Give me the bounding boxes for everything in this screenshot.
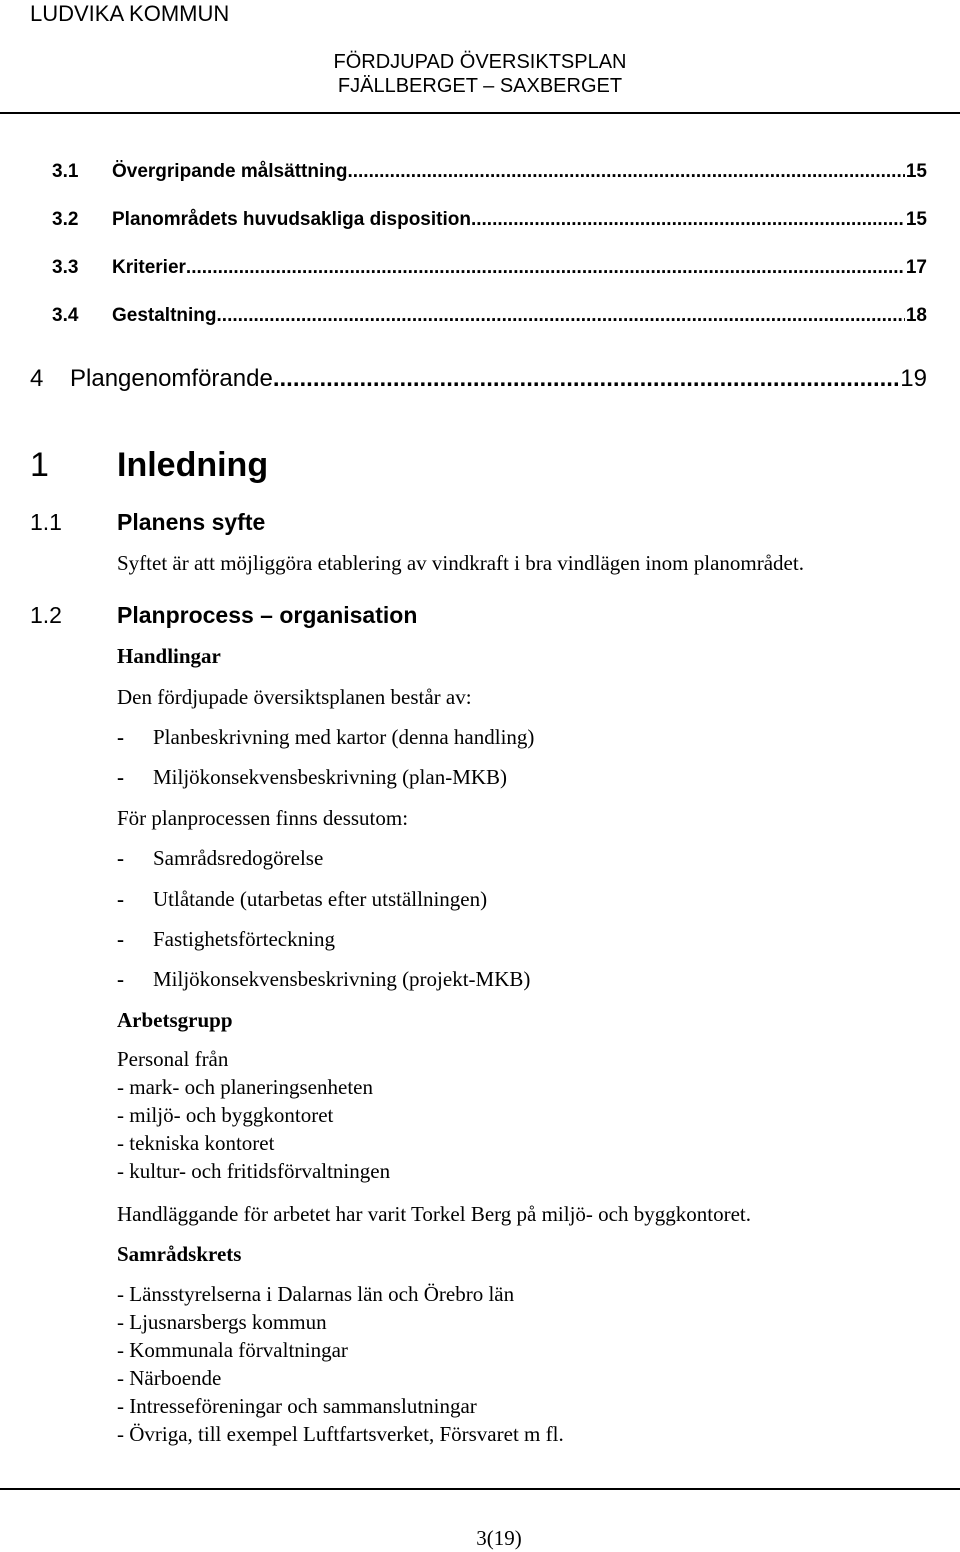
list-item: - Länsstyrelserna i Dalarnas län och Örebro län xyxy=(117,1282,515,1306)
list-item: - mark- och planeringsenheten xyxy=(117,1075,373,1099)
header-divider xyxy=(0,112,960,114)
subsection-heading xyxy=(30,508,265,536)
section-title: Inledning xyxy=(117,446,269,484)
list-item xyxy=(117,845,323,871)
organization-name: LUDVIKA KOMMUN xyxy=(30,1,230,26)
bullet-dash: - xyxy=(117,765,124,789)
toc-entry[interactable] xyxy=(52,304,927,328)
toc-entry-page: 15 xyxy=(905,209,927,230)
list-item-text: Fastighetsförteckning xyxy=(153,927,335,951)
list-item: - Övriga, till exempel Luftfartsverket, Försvaret m fl. xyxy=(117,1422,564,1446)
plan-title: FÖRDJUPAD ÖVERSIKTSPLAN xyxy=(333,51,627,73)
bullet-dash: - xyxy=(117,846,124,870)
handlingar-heading: Handlingar xyxy=(117,644,221,668)
toc-entry-page: 19 xyxy=(900,365,927,392)
subsection-title: Planens syfte xyxy=(117,509,266,535)
plan-subtitle: FJÄLLBERGET – SAXBERGET xyxy=(337,75,623,97)
list-item: - Kommunala förvaltningar xyxy=(117,1338,348,1362)
list-item: - Närboende xyxy=(117,1366,222,1390)
purpose-text: Syftet är att möjliggöra etablering av vindkraft i bra vindlägen inom planområdet. xyxy=(117,551,804,575)
toc-leader-dots xyxy=(471,208,905,232)
handlaggare-text: Handläggande för arbetet har varit Torkel Berg på miljö- och byggkontoret. xyxy=(117,1202,751,1226)
bullet-dash: - xyxy=(117,967,124,991)
list-item: - miljö- och byggkontoret xyxy=(117,1103,334,1127)
bullet-dash: - xyxy=(117,887,124,911)
section-heading xyxy=(30,444,268,486)
toc-leader-dots xyxy=(186,256,905,280)
bullet-dash: - xyxy=(117,927,124,951)
list-item xyxy=(117,724,534,750)
samradskrets-heading: Samrådskrets xyxy=(117,1242,242,1266)
subsection-number: 1.1 xyxy=(30,509,62,535)
arbetsgrupp-heading: Arbetsgrupp xyxy=(117,1008,233,1032)
list-item: - Ljusnarsbergs kommun xyxy=(117,1310,327,1334)
toc-entry-title: Plangenomförande xyxy=(70,365,273,392)
toc-entry-number: 3.2 xyxy=(52,209,79,230)
toc-entry-page: 17 xyxy=(905,257,927,278)
toc-entry-title: Övergripande målsättning xyxy=(112,161,348,182)
toc-entry-number: 4 xyxy=(30,365,44,392)
subsection-heading xyxy=(30,601,417,629)
toc-leader-dots xyxy=(217,304,905,328)
list-item: - kultur- och fritidsförvaltningen xyxy=(117,1159,391,1183)
toc-entry[interactable] xyxy=(52,208,927,232)
list-item: - Intresseföreningar och sammanslutningar xyxy=(117,1394,477,1418)
toc-entry[interactable] xyxy=(52,160,927,184)
handlingar-intro: Den fördjupade översiktsplanen består av: xyxy=(117,685,472,709)
bullet-dash: - xyxy=(117,725,124,749)
page-number: 3(19) xyxy=(476,1526,522,1550)
list-item-text: Samrådsredogörelse xyxy=(153,846,324,870)
list-item xyxy=(117,966,530,992)
toc-entry-title: Planområdets huvudsakliga disposition xyxy=(112,209,471,230)
process-intro: För planprocessen finns dessutom: xyxy=(117,806,409,830)
toc-leader-dots xyxy=(273,364,899,394)
list-item-text: Utlåtande (utarbetas efter utställningen) xyxy=(153,887,488,911)
list-item-text: Planbeskrivning med kartor (denna handling) xyxy=(153,725,535,749)
toc-entry-number: 3.4 xyxy=(52,305,79,326)
toc-entry-page: 15 xyxy=(905,161,927,182)
toc-entry-title: Gestaltning xyxy=(112,305,217,326)
list-item: - tekniska kontoret xyxy=(117,1131,275,1155)
footer-divider xyxy=(0,1488,960,1490)
toc-entry-number: 3.1 xyxy=(52,161,79,182)
arbetsgrupp-list xyxy=(117,1045,390,1185)
toc-entry[interactable] xyxy=(52,256,927,280)
subsection-title: Planprocess – organisation xyxy=(117,602,418,628)
toc-entry-title: Kriterier xyxy=(112,257,186,278)
list-item-text: Miljökonsekvensbeskrivning (projekt-MKB) xyxy=(153,967,531,991)
list-item xyxy=(117,886,487,912)
list-item xyxy=(117,926,335,952)
toc-entry-number: 3.3 xyxy=(52,257,79,278)
list-item: Personal från xyxy=(117,1047,229,1071)
section-number: 1 xyxy=(30,446,49,484)
toc-entry-page: 18 xyxy=(905,305,927,326)
list-item xyxy=(117,764,507,790)
toc-leader-dots xyxy=(347,160,904,184)
samradskrets-list xyxy=(117,1280,564,1448)
subsection-number: 1.2 xyxy=(30,602,62,628)
list-item-text: Miljökonsekvensbeskrivning (plan-MKB) xyxy=(153,765,508,789)
toc-entry[interactable] xyxy=(30,364,927,394)
